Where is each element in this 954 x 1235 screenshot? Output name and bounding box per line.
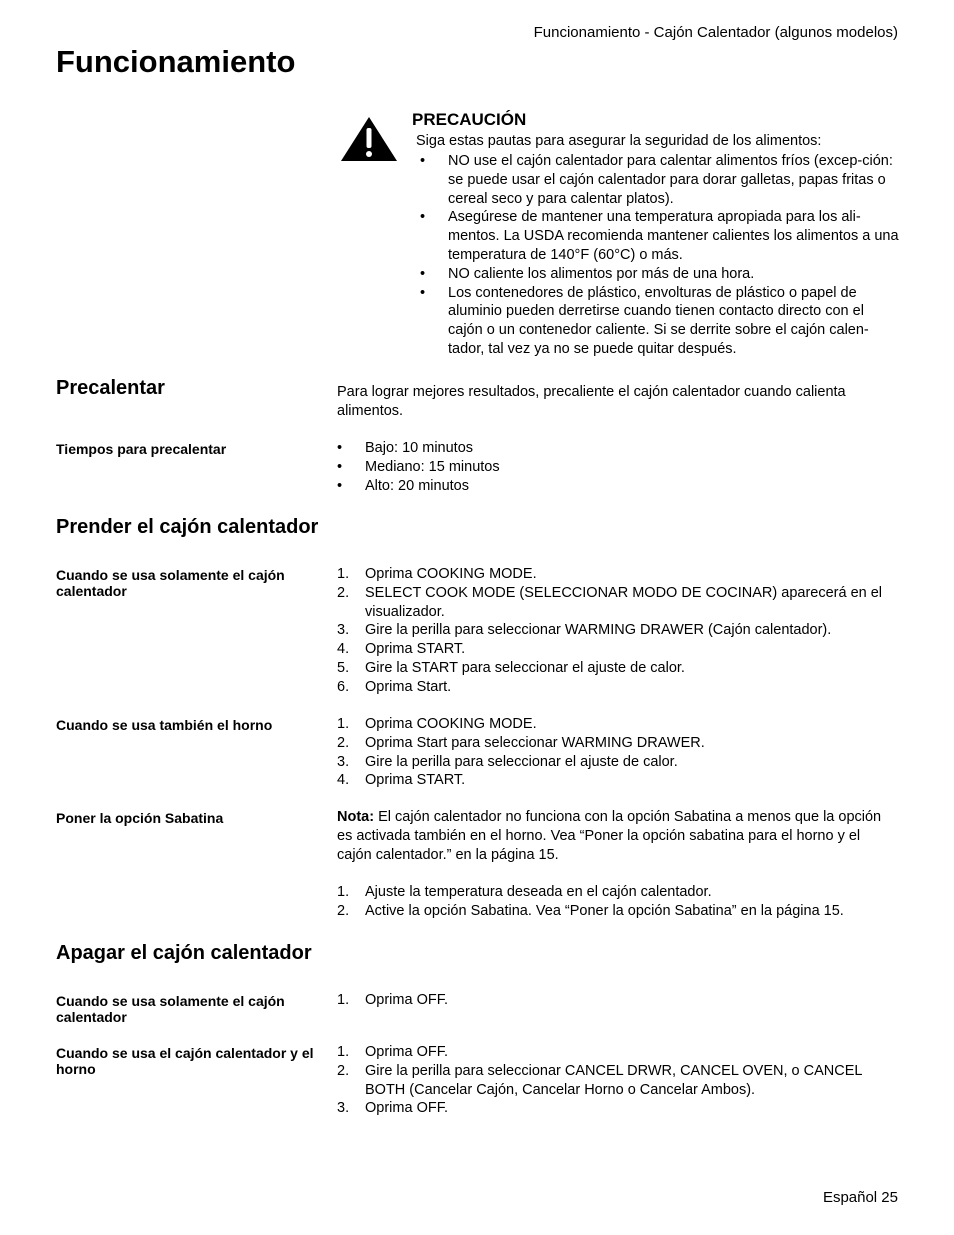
bullet-marker: • bbox=[420, 153, 426, 169]
list-item-text: Oprima OFF. bbox=[365, 1100, 448, 1117]
sabatina-steps bbox=[337, 883, 899, 921]
step-number: 3. bbox=[337, 753, 350, 770]
list-item bbox=[420, 208, 900, 264]
running-header: Funcionamiento - Cajón Calentador (algunos modelos) bbox=[533, 24, 898, 41]
list-item-text: Oprima Start para seleccionar WARMING DRAWER. bbox=[365, 734, 705, 751]
list-item bbox=[337, 902, 899, 921]
list-item-text: Oprima START. bbox=[365, 641, 466, 658]
step-number: 2. bbox=[337, 584, 350, 601]
prender-solo-steps bbox=[337, 565, 899, 697]
step-number: 1. bbox=[337, 992, 350, 1008]
preheat-times-list bbox=[337, 439, 899, 495]
section-heading-prender: Prender el cajón calentador bbox=[56, 516, 319, 538]
list-item bbox=[337, 753, 899, 772]
section-heading-precalentar: Precalentar bbox=[56, 377, 165, 399]
page-footer: Español 25 bbox=[822, 1189, 898, 1206]
list-item bbox=[337, 1099, 899, 1118]
step-number: 1. bbox=[337, 1044, 350, 1060]
apagar-ambos-steps bbox=[337, 1043, 899, 1118]
list-item bbox=[337, 1043, 899, 1062]
list-item-text: Mediano: 15 minutos bbox=[365, 458, 500, 475]
list-item bbox=[337, 458, 899, 477]
list-item-text: Asegúrese de mantener una temperatura apropiada para los ali-mentos. La USDA recomienda mantener calientes los alimentos a una temperatura de 140°F (60°C) o más. bbox=[448, 209, 899, 263]
step-number: 1. bbox=[337, 566, 350, 582]
bullet-marker: • bbox=[337, 477, 343, 494]
step-number: 3. bbox=[337, 1100, 350, 1117]
list-item bbox=[337, 1062, 899, 1100]
list-item bbox=[420, 152, 900, 208]
list-item bbox=[337, 621, 899, 640]
list-item bbox=[337, 991, 899, 1010]
step-number: 4. bbox=[337, 772, 350, 789]
caution-list bbox=[420, 152, 900, 359]
list-item bbox=[420, 265, 900, 284]
step-number: 2. bbox=[337, 902, 350, 919]
list-item-text: NO caliente los alimentos por más de una hora. bbox=[448, 265, 755, 282]
caution-intro: Siga estas pautas para asegurar la seguridad de los alimentos: bbox=[416, 133, 822, 149]
list-item bbox=[337, 715, 899, 734]
bullet-marker: • bbox=[420, 284, 426, 301]
list-item bbox=[337, 771, 899, 790]
prender-horno-steps bbox=[337, 715, 899, 790]
subheading-tiempos: Tiempos para precalentar bbox=[56, 441, 227, 457]
list-item-text: Los contenedores de plástico, envolturas de plástico o papel de aluminio pueden derretirse cuando tienen contacto directo con el cajón o un contenedor caliente. Si se derrite sobre el cajón calen-tador, tal vez ya no se puede quitar después. bbox=[448, 284, 869, 357]
bullet-marker: • bbox=[420, 209, 426, 226]
step-number: 1. bbox=[337, 884, 350, 900]
list-item-text: Gire la perilla para seleccionar el ajuste de calor. bbox=[365, 753, 678, 770]
list-item-text: Bajo: 10 minutos bbox=[365, 440, 474, 456]
list-item bbox=[337, 640, 899, 659]
list-item bbox=[337, 565, 899, 584]
list-item-text: Gire la perilla para seleccionar CANCEL DRWR, CANCEL OVEN, o CANCEL BOTH (Cancelar Cajón, Cancelar Horno o Cancelar Ambos). bbox=[365, 1062, 862, 1098]
subheading-sabatina: Poner la opción Sabatina bbox=[56, 810, 224, 826]
list-item bbox=[337, 883, 899, 902]
warning-triangle-icon bbox=[340, 116, 398, 162]
list-item bbox=[337, 477, 899, 496]
step-number: 4. bbox=[337, 641, 350, 658]
step-number: 2. bbox=[337, 734, 350, 751]
list-item-text: Gire la perilla para seleccionar WARMING DRAWER (Cajón calentador). bbox=[365, 622, 832, 639]
page-title: Funcionamiento bbox=[56, 44, 296, 79]
subheading-apagar-ambos: Cuando se usa el cajón calentador y el horno bbox=[56, 1045, 314, 1077]
step-number: 3. bbox=[337, 622, 350, 639]
list-item bbox=[337, 734, 899, 753]
list-item bbox=[420, 284, 900, 359]
list-item-text: SELECT COOK MODE (SELECCIONAR MODO DE COCINAR) aparecerá en el visualizador. bbox=[365, 584, 883, 620]
list-item-text: Oprima START. bbox=[365, 772, 466, 789]
bullet-marker: • bbox=[420, 265, 426, 282]
subheading-apagar-solo: Cuando se usa solamente el cajón calentador bbox=[56, 993, 285, 1025]
list-item-text: Oprima OFF. bbox=[365, 992, 448, 1008]
list-item bbox=[337, 678, 899, 697]
step-number: 1. bbox=[337, 716, 350, 732]
list-item-text: Active la opción Sabatina. Vea “Poner la opción Sabatina” en la página 15. bbox=[365, 902, 844, 919]
step-number: 5. bbox=[337, 659, 350, 676]
precalentar-text: Para lograr mejores resultados, precaliente el cajón calentador cuando calienta alimentos. bbox=[337, 384, 846, 419]
subheading-tambien-horno: Cuando se usa también el horno bbox=[56, 717, 273, 733]
list-item-text: Oprima Start. bbox=[365, 678, 452, 695]
apagar-solo-steps bbox=[337, 991, 899, 1010]
list-item-text: NO use el cajón calentador para calentar alimentos fríos (excep-ción: se puede usar el cajón calentador para dorar galletas, papas fritas o cereal seco y para calentar platos). bbox=[448, 153, 893, 207]
list-item-text: Ajuste la temperatura deseada en el cajón calentador. bbox=[365, 884, 712, 900]
list-item-text: Gire la START para seleccionar el ajuste de calor. bbox=[365, 659, 685, 676]
step-number: 6. bbox=[337, 678, 350, 695]
note-text: El cajón calentador no funciona con la opción Sabatina a menos que la opción es activada también en el horno. Vea “Poner la opción sabatina para el horno y el cajón calentador.” en la página 15. bbox=[337, 809, 882, 863]
section-heading-apagar: Apagar el cajón calentador bbox=[56, 942, 312, 964]
list-item bbox=[337, 659, 899, 678]
caution-title: PRECAUCIÓN bbox=[412, 110, 527, 129]
sabatina-note bbox=[337, 808, 897, 865]
bullet-marker: • bbox=[337, 440, 343, 456]
list-item-text: Oprima COOKING MODE. bbox=[365, 566, 537, 582]
note-label: Nota: bbox=[337, 809, 375, 825]
list-item-text: Alto: 20 minutos bbox=[365, 477, 469, 494]
list-item-text: Oprima OFF. bbox=[365, 1044, 448, 1060]
step-number: 2. bbox=[337, 1062, 350, 1079]
list-item bbox=[337, 439, 899, 458]
subheading-solo-cajon: Cuando se usa solamente el cajón calentador bbox=[56, 567, 285, 599]
list-item bbox=[337, 584, 899, 622]
bullet-marker: • bbox=[337, 458, 343, 475]
list-item-text: Oprima COOKING MODE. bbox=[365, 716, 537, 732]
